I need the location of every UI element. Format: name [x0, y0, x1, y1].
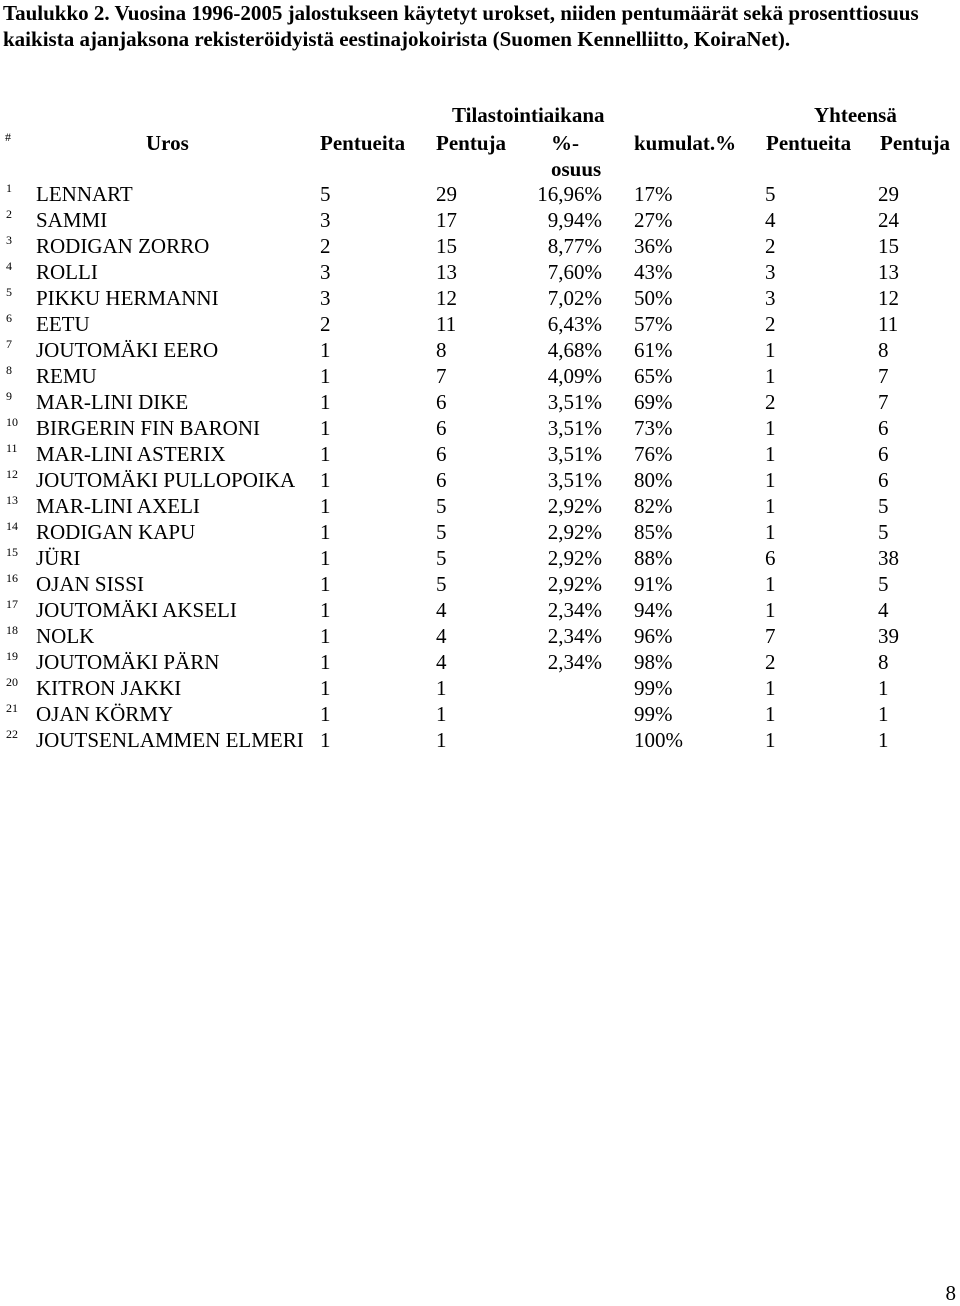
cell-pentuja: 11 [436, 312, 457, 336]
table-row [0, 389, 938, 415]
cell-pentuja: 8 [436, 338, 447, 362]
cell-yhteensa-pentueita: 1 [765, 364, 776, 388]
cell-kumulat: 76% [634, 442, 673, 466]
cell-yhteensa-pentueita: 2 [765, 650, 776, 674]
cell-osuus: 7,02% [547, 286, 602, 310]
row-number: 10 [6, 415, 18, 429]
cell-osuus: 2,34% [547, 624, 602, 648]
cell-osuus [521, 675, 634, 701]
cell-pentueita: 1 [320, 520, 331, 544]
cell-yhteensa-pentuja: 5 [878, 520, 889, 544]
cell-pentuja: 5 [436, 546, 447, 570]
cell-yhteensa-pentuja: 15 [878, 234, 899, 258]
cell-kumulat: 27% [634, 208, 673, 232]
cell-uros: MAR-LINI AXELI [36, 494, 200, 518]
table-row [0, 363, 938, 389]
cell-yhteensa-pentuja: 6 [878, 442, 889, 466]
cell-pentuja: 13 [436, 260, 457, 284]
cell-osuus: 4,68% [547, 338, 602, 362]
cell-pentueita: 1 [320, 572, 331, 596]
cell-yhteensa-pentuja: 12 [878, 286, 899, 310]
cell-kumulat: 61% [634, 338, 673, 362]
cell-yhteensa-pentuja: 1 [878, 728, 889, 752]
header-osuus-line2: osuus [551, 157, 602, 181]
cell-pentueita: 1 [320, 364, 331, 388]
cell-uros: ROLLI [36, 260, 98, 284]
cell-osuus [521, 701, 634, 727]
cell-yhteensa-pentuja: 7 [878, 390, 889, 414]
row-number: 1 [6, 181, 12, 195]
cell-osuus: 3,51% [547, 390, 602, 414]
cell-pentuja: 6 [436, 416, 447, 440]
cell-pentueita: 1 [320, 338, 331, 362]
cell-kumulat: 82% [634, 494, 673, 518]
cell-kumulat: 85% [634, 520, 673, 544]
header-osuus-line1: %- [551, 131, 579, 155]
cell-yhteensa-pentueita: 3 [765, 286, 776, 310]
cell-kumulat: 80% [634, 468, 673, 492]
cell-pentuja: 29 [436, 182, 457, 206]
cell-osuus [521, 727, 634, 753]
header-uros: Uros [146, 131, 189, 155]
row-number: 9 [6, 389, 12, 403]
header-yhteensa-pentuja: Pentuja [880, 131, 950, 155]
cell-pentuja: 6 [436, 390, 447, 414]
cell-kumulat: 88% [634, 546, 673, 570]
cell-kumulat: 99% [634, 676, 673, 700]
header-group-yhteensa: Yhteensä [814, 103, 897, 127]
table-row [0, 415, 938, 441]
table-row [0, 467, 938, 493]
cell-pentueita: 1 [320, 624, 331, 648]
row-number: 11 [6, 441, 18, 455]
cell-uros: NOLK [36, 624, 95, 648]
cell-yhteensa-pentueita: 2 [765, 312, 776, 336]
cell-yhteensa-pentueita: 1 [765, 676, 776, 700]
cell-yhteensa-pentueita: 7 [765, 624, 776, 648]
row-number: 7 [6, 337, 12, 351]
cell-pentueita: 2 [320, 234, 331, 258]
cell-uros: OJAN SISSI [36, 572, 144, 596]
cell-pentueita: 1 [320, 650, 331, 674]
cell-kumulat: 96% [634, 624, 673, 648]
table-row [0, 519, 938, 545]
cell-osuus: 2,92% [547, 520, 602, 544]
cell-yhteensa-pentueita: 1 [765, 702, 776, 726]
table-row [0, 675, 938, 701]
cell-pentuja: 1 [436, 728, 447, 752]
cell-pentuja: 5 [436, 572, 447, 596]
row-number: 22 [6, 727, 18, 741]
cell-yhteensa-pentuja: 38 [878, 546, 899, 570]
cell-yhteensa-pentueita: 1 [765, 520, 776, 544]
cell-uros: KITRON JAKKI [36, 676, 182, 700]
cell-yhteensa-pentuja: 11 [878, 312, 899, 336]
cell-pentuja: 1 [436, 702, 447, 726]
row-number: 21 [6, 701, 18, 715]
cell-osuus: 7,60% [547, 260, 602, 284]
header-kumulat: kumulat.% [634, 131, 737, 155]
cell-pentuja: 4 [436, 624, 447, 648]
cell-osuus: 9,94% [547, 208, 602, 232]
cell-osuus: 16,96% [537, 182, 602, 206]
cell-kumulat: 73% [634, 416, 673, 440]
table-row [0, 311, 938, 337]
header-hash: # [5, 130, 11, 144]
cell-uros: MAR-LINI ASTERIX [36, 442, 226, 466]
cell-yhteensa-pentueita: 2 [765, 390, 776, 414]
cell-osuus: 2,34% [547, 598, 602, 622]
cell-yhteensa-pentuja: 6 [878, 468, 889, 492]
header-pentueita: Pentueita [320, 131, 406, 155]
cell-yhteensa-pentuja: 6 [878, 416, 889, 440]
cell-pentuja: 4 [436, 650, 447, 674]
cell-osuus: 2,92% [547, 494, 602, 518]
cell-uros: REMU [36, 364, 97, 388]
header-yhteensa-pentueita: Pentueita [766, 131, 852, 155]
cell-yhteensa-pentuja: 29 [878, 182, 899, 206]
cell-kumulat: 91% [634, 572, 673, 596]
cell-pentueita: 1 [320, 416, 331, 440]
cell-pentuja: 15 [436, 234, 457, 258]
cell-yhteensa-pentueita: 4 [765, 208, 776, 232]
table-row [0, 233, 938, 259]
cell-pentuja: 17 [436, 208, 457, 232]
cell-yhteensa-pentuja: 13 [878, 260, 899, 284]
cell-kumulat: 94% [634, 598, 673, 622]
cell-pentuja: 7 [436, 364, 447, 388]
table-row [0, 571, 938, 597]
cell-osuus: 3,51% [547, 416, 602, 440]
cell-pentuja: 12 [436, 286, 457, 310]
cell-yhteensa-pentueita: 2 [765, 234, 776, 258]
cell-yhteensa-pentuja: 5 [878, 572, 889, 596]
cell-yhteensa-pentuja: 39 [878, 624, 899, 648]
cell-pentuja: 1 [436, 676, 447, 700]
table-row [0, 285, 938, 311]
cell-yhteensa-pentueita: 1 [765, 494, 776, 518]
cell-uros: OJAN KÖRMY [36, 702, 174, 726]
row-number: 14 [6, 519, 18, 533]
cell-uros: JOUTSENLAMMEN ELMERI [36, 728, 304, 752]
table-row [0, 597, 938, 623]
cell-pentuja: 4 [436, 598, 447, 622]
cell-uros: MAR-LINI DIKE [36, 390, 189, 414]
cell-kumulat: 17% [634, 182, 673, 206]
row-number: 13 [6, 493, 18, 507]
cell-yhteensa-pentueita: 1 [765, 572, 776, 596]
cell-pentueita: 1 [320, 728, 331, 752]
cell-osuus: 3,51% [547, 468, 602, 492]
row-number: 3 [6, 233, 12, 247]
cell-uros: RODIGAN KAPU [36, 520, 196, 544]
cell-osuus: 3,51% [547, 442, 602, 466]
cell-uros: JOUTOMÄKI AKSELI [36, 598, 237, 622]
cell-uros: JOUTOMÄKI PÄRN [36, 650, 220, 674]
table-row [0, 727, 938, 753]
cell-uros: JOUTOMÄKI EERO [36, 338, 219, 362]
cell-uros: EETU [36, 312, 90, 336]
cell-kumulat: 100% [634, 728, 683, 752]
cell-uros: RODIGAN ZORRO [36, 234, 210, 258]
cell-pentueita: 2 [320, 312, 331, 336]
cell-pentueita: 1 [320, 390, 331, 414]
cell-osuus: 4,09% [547, 364, 602, 388]
table-row [0, 649, 938, 675]
cell-uros: LENNART [36, 182, 133, 206]
cell-pentuja: 6 [436, 442, 447, 466]
row-number: 18 [6, 623, 18, 637]
cell-yhteensa-pentueita: 3 [765, 260, 776, 284]
cell-pentueita: 1 [320, 702, 331, 726]
cell-uros: BIRGERIN FIN BARONI [36, 416, 261, 440]
cell-kumulat: 98% [634, 650, 673, 674]
table-body [0, 181, 938, 753]
cell-yhteensa-pentueita: 1 [765, 468, 776, 492]
cell-pentueita: 1 [320, 494, 331, 518]
table-row [0, 623, 938, 649]
cell-kumulat: 57% [634, 312, 673, 336]
cell-kumulat: 99% [634, 702, 673, 726]
cell-yhteensa-pentueita: 1 [765, 598, 776, 622]
cell-osuus: 8,77% [547, 234, 602, 258]
cell-yhteensa-pentueita: 6 [765, 546, 776, 570]
row-number: 4 [6, 259, 12, 273]
cell-osuus: 2,92% [547, 572, 602, 596]
cell-osuus: 2,92% [547, 546, 602, 570]
cell-kumulat: 36% [634, 234, 673, 258]
cell-kumulat: 43% [634, 260, 673, 284]
cell-yhteensa-pentuja: 8 [878, 338, 889, 362]
table-row [0, 337, 938, 363]
cell-pentueita: 1 [320, 598, 331, 622]
row-number: 16 [6, 571, 18, 585]
cell-pentueita: 3 [320, 260, 331, 284]
cell-pentuja: 5 [436, 494, 447, 518]
cell-yhteensa-pentueita: 1 [765, 442, 776, 466]
table-row [0, 207, 938, 233]
row-number: 8 [6, 363, 12, 377]
cell-yhteensa-pentuja: 8 [878, 650, 889, 674]
row-number: 6 [6, 311, 12, 325]
table-row [0, 181, 938, 207]
cell-pentuja: 5 [436, 520, 447, 544]
cell-osuus: 2,34% [547, 650, 602, 674]
cell-yhteensa-pentuja: 5 [878, 494, 889, 518]
cell-yhteensa-pentueita: 1 [765, 728, 776, 752]
cell-uros: SAMMI [36, 208, 108, 232]
cell-yhteensa-pentueita: 5 [765, 182, 776, 206]
cell-pentueita: 1 [320, 676, 331, 700]
cell-yhteensa-pentuja: 1 [878, 676, 889, 700]
header-group-tilastointiaikana: Tilastointiaikana [452, 103, 605, 127]
cell-uros: JOUTOMÄKI PULLOPOIKA [36, 468, 296, 492]
table-row [0, 259, 938, 285]
cell-yhteensa-pentueita: 1 [765, 416, 776, 440]
cell-yhteensa-pentuja: 24 [878, 208, 899, 232]
cell-pentueita: 1 [320, 442, 331, 466]
cell-kumulat: 69% [634, 390, 673, 414]
cell-kumulat: 65% [634, 364, 673, 388]
cell-pentuja: 6 [436, 468, 447, 492]
cell-pentueita: 1 [320, 546, 331, 570]
table-caption: Taulukko 2. Vuosina 1996-2005 jalostukseen käytetyt urokset, niiden pentumäärät sekä prosenttiosuus kaikista ajanjaksona rekisteröidyistä eestinajokoirista (Suomen Kennelliitto, KoiraNet). [3, 1, 919, 51]
cell-yhteensa-pentueita: 1 [765, 338, 776, 362]
cell-pentueita: 5 [320, 182, 331, 206]
cell-pentueita: 1 [320, 468, 331, 492]
breeding-males-table [0, 181, 938, 753]
table-row [0, 701, 938, 727]
cell-yhteensa-pentuja: 4 [878, 598, 889, 622]
row-number: 15 [6, 545, 18, 559]
row-number: 5 [6, 285, 12, 299]
cell-uros: JÜRI [36, 546, 81, 570]
row-number: 20 [6, 675, 18, 689]
cell-pentueita: 3 [320, 208, 331, 232]
table-row [0, 493, 938, 519]
cell-osuus: 6,43% [547, 312, 602, 336]
table-row [0, 441, 938, 467]
cell-yhteensa-pentuja: 1 [878, 702, 889, 726]
row-number: 12 [6, 467, 18, 481]
page-number: 8 [945, 1281, 956, 1305]
cell-pentueita: 3 [320, 286, 331, 310]
row-number: 2 [6, 207, 12, 221]
cell-uros: PIKKU HERMANNI [36, 286, 219, 310]
row-number: 17 [6, 597, 18, 611]
row-number: 19 [6, 649, 18, 663]
cell-yhteensa-pentuja: 7 [878, 364, 889, 388]
header-pentuja: Pentuja [436, 131, 506, 155]
table-row [0, 545, 938, 571]
cell-kumulat: 50% [634, 286, 673, 310]
